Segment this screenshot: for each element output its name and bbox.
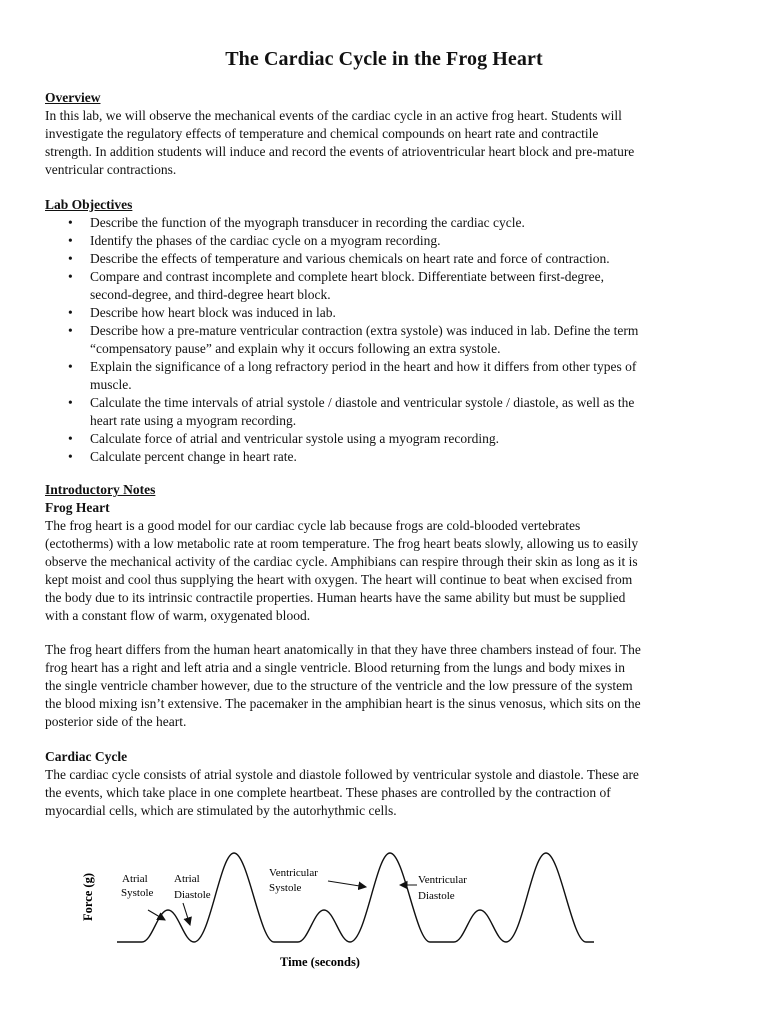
paragraph-line: the body due to its intrinsic contractile properties. Human hearts have the same ability but must be supplied [45, 590, 626, 605]
myogram-diagram [70, 845, 610, 975]
bullet-icon: • [68, 395, 73, 410]
page-title: The Cardiac Cycle in the Frog Heart [225, 48, 543, 70]
bullet-icon: • [68, 269, 73, 284]
overview-line: ventricular contractions. [45, 162, 177, 177]
cardiac-cycle-heading: Cardiac Cycle [45, 749, 128, 764]
paragraph-line: (ectotherms) with a low metabolic rate at room temperature. The frog heart beats slowly, allowing us to easily [45, 536, 639, 551]
objective-text: Identify the phases of the cardiac cycle on a myogram recording. [90, 233, 441, 248]
list-item [45, 232, 725, 250]
bullet-icon: • [68, 305, 73, 320]
paragraph-line: with a constant flow of warm, oxygenated blood. [45, 608, 311, 623]
bullet-icon: • [68, 449, 73, 464]
atrial-systole-label-line2: Systole [121, 887, 154, 899]
atrial-diastole-arrow [183, 903, 190, 925]
ventricular-systole-arrow [328, 881, 366, 887]
paragraph-line: The frog heart differs from the human heart anatomically in that they have three chambers instead of four. The [45, 642, 641, 657]
ventricular-diastole-label-line2: Diastole [418, 890, 455, 902]
list-item [45, 394, 725, 430]
paragraph-line: the events, which take place in one complete heartbeat. These phases are controlled by the contraction of [45, 785, 611, 800]
paragraph-line: kept moist and cool thus supplying the heart with oxygen. The heart will continue to beat when excised from [45, 572, 633, 587]
objective-text: muscle. [90, 377, 132, 392]
list-item [45, 322, 725, 358]
objective-text: Describe the function of the myograph transducer in recording the cardiac cycle. [90, 215, 525, 230]
bullet-icon: • [68, 251, 73, 266]
overview-paragraph [45, 107, 725, 179]
overview-line: In this lab, we will observe the mechanical events of the cardiac cycle in an active frog heart. Students will [45, 108, 622, 123]
paragraph-line: The frog heart is a good model for our cardiac cycle lab because frogs are cold-blooded vertebrates [45, 518, 581, 533]
list-item [45, 448, 725, 466]
ventricular-diastole-label-line1: Ventricular [418, 874, 467, 886]
atrial-diastole-label-line2: Diastole [174, 889, 211, 901]
cardiac-cycle-paragraph [45, 766, 725, 820]
objective-text: Explain the significance of a long refractory period in the heart and how it differs from other types of [90, 359, 637, 374]
frog-heart-paragraph-2 [45, 641, 725, 731]
ventricular-systole-label-line2: Systole [269, 882, 302, 894]
objective-text: Compare and contrast incomplete and complete heart block. Differentiate between first-degree, [90, 269, 605, 284]
objective-text: second-degree, and third-degree heart block. [90, 287, 331, 302]
objective-text: Describe how heart block was induced in lab. [90, 305, 336, 320]
bullet-icon: • [68, 215, 73, 230]
list-item [45, 214, 725, 232]
objective-text: “compensatory pause” and explain why it occurs following an extra systole. [90, 341, 501, 356]
bullet-icon: • [68, 233, 73, 248]
objective-text: Describe how a pre-mature ventricular contraction (extra systole) was induced in lab. Define the term [90, 323, 639, 338]
frog-heart-heading: Frog Heart [45, 500, 110, 515]
objective-text: Calculate the time intervals of atrial systole / diastole and ventricular systole / diastole, as well as the [90, 395, 635, 410]
list-item [45, 268, 725, 304]
bullet-icon: • [68, 323, 73, 338]
paragraph-line: The cardiac cycle consists of atrial systole and diastole followed by ventricular systole and diastole. These are [45, 767, 639, 782]
objective-text: Calculate percent change in heart rate. [90, 449, 297, 464]
objective-text: Calculate force of atrial and ventricular systole using a myogram recording. [90, 431, 499, 446]
paragraph-line: observe the mechanical activity of the cardiac cycle. Amphibians can respire through their skin as long as it is [45, 554, 638, 569]
frog-heart-paragraph-1 [45, 517, 725, 625]
overview-line: strength. In addition students will induce and record the events of atrioventricular heart block and pre-mature [45, 144, 635, 159]
list-item [45, 250, 725, 268]
paragraph-line: the blood mixing isn’t extensive. The pacemaker in the amphibian heart is the sinus venosus, which sits on the [45, 696, 641, 711]
list-item [45, 358, 725, 394]
objectives-list [45, 214, 725, 466]
intro-heading: Introductory Notes [45, 482, 156, 497]
atrial-systole-arrow [148, 910, 165, 920]
list-item [45, 304, 725, 322]
overview-line: investigate the regulatory effects of temperature and chemical compounds on heart rate and contractile [45, 126, 599, 141]
list-item [45, 430, 725, 448]
overview-heading: Overview [45, 90, 101, 105]
objective-text: Describe the effects of temperature and various chemicals on heart rate and force of contraction. [90, 251, 610, 266]
objectives-heading: Lab Objectives [45, 197, 133, 212]
paragraph-line: the single ventricle chamber however, due to the structure of the ventricle and the low pressure of the system [45, 678, 633, 693]
atrial-systole-label-line1: Atrial [122, 873, 148, 885]
atrial-diastole-label-line1: Atrial [174, 873, 200, 885]
bullet-icon: • [68, 359, 73, 374]
paragraph-line: myocardial cells, which are stimulated by the autorhythmic cells. [45, 803, 397, 818]
paragraph-line: frog heart has a right and left atria and a single ventricle. Blood returning from the lungs and body mixes in [45, 660, 625, 675]
objective-text: heart rate using a myogram recording. [90, 413, 297, 428]
bullet-icon: • [68, 431, 73, 446]
y-axis-label: Force (g) [81, 872, 95, 922]
ventricular-systole-label-line1: Ventricular [269, 867, 318, 879]
x-axis-label: Time (seconds) [280, 955, 360, 969]
paragraph-line: posterior side of the heart. [45, 714, 187, 729]
